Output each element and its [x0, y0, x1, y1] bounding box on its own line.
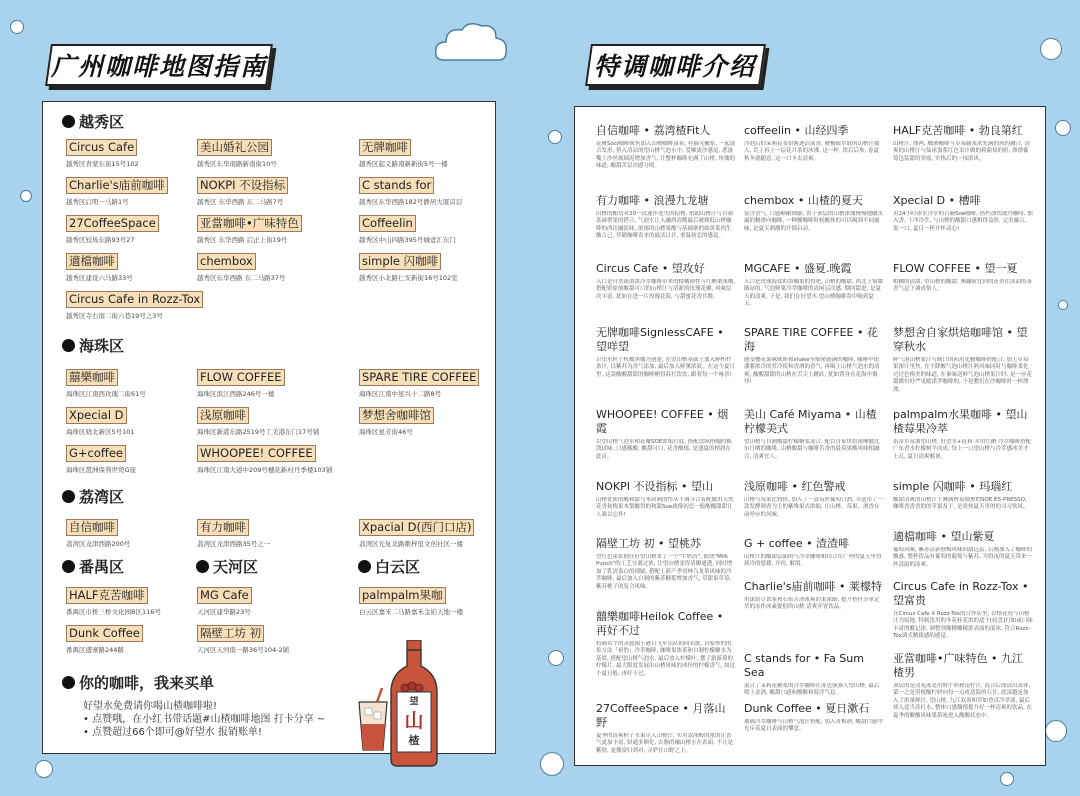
- shop-name: Circus Cafe in Rozz-Tox: [66, 291, 203, 308]
- shop-address: 海珠区新港东路2519号工美港东门17号铺: [197, 428, 320, 436]
- district-panyu: 番禺区: [62, 556, 124, 577]
- special-coffee-entry: [893, 408, 1033, 483]
- shop-name: simple 闪咖啡: [359, 253, 441, 270]
- shop-address: 越秀区东华西路 东二马路37号: [197, 274, 286, 282]
- shop-entry: [66, 366, 216, 398]
- special-coffee-entry: [893, 194, 1033, 255]
- shop-name: MG Cafe: [197, 587, 252, 604]
- shop-address: 海珠区江南中星兴十二路8号: [359, 390, 442, 398]
- shop-address: 海珠区琶洲保利世贸G座: [66, 466, 137, 474]
- shop-name: NOKPI 不设指标: [197, 177, 288, 194]
- decor-bubble: [548, 650, 564, 666]
- special-coffee-description: 以望水粒子机酿黑咖为创建, 在望山楂基础上加入鲜榨柠条汁, 以紫苏为香气添加, 最后加入鲜薰浓液。在这个夏日里, 这款酸酸甜甜的咖啡啊得苏打饮饮, 跟着每一个咏喜!: [596, 357, 735, 378]
- shop-address: 越秀区起义路南新新街5号一楼: [359, 160, 448, 168]
- district-tianhe: 天河区: [196, 556, 258, 577]
- decor-bubble: [20, 190, 32, 202]
- special-coffee-description: 葡萄风味, 紫苏清新独梅风味回甜远蕊, 后刚加入了咖啡的酸感, 整杯饮品有葡萄的葡萄与紫苏, 为得夜的夏天带来一丝清韵的凉爽。: [893, 547, 1032, 568]
- special-coffee-title: 美山 Café Miyama • 山楂柠檬美式: [744, 408, 877, 435]
- special-coffee-title: 囍樂咖啡Heilok Coffee • 再好不过: [596, 610, 724, 637]
- shop-entry: [359, 366, 509, 398]
- shop-address: 越秀区 东华西路 东二马路7号: [197, 198, 284, 206]
- special-coffee-description: 山楂汁的酸甜层面的与冷萃咖啡相结合在广州的夏天里得到冷的慰籍, 开窍, 解渴。: [744, 554, 882, 568]
- shop-name: FLOW COFFEE: [197, 369, 285, 386]
- shop-entry: [66, 250, 216, 282]
- diy-heading: 你的咖啡，我来买单: [62, 672, 214, 693]
- special-coffee-title: 自信咖啡 • 荔湾楂Fit人: [596, 124, 711, 137]
- bullet-dot-icon: [62, 490, 75, 503]
- shop-address: 越秀区寺右南二街六巷19号之3号: [66, 312, 163, 320]
- bullet-dot-icon: [358, 560, 371, 573]
- special-coffee-title: 適檔咖啡 • 望山紫夏: [893, 530, 995, 543]
- shop-entry: [359, 212, 509, 244]
- special-coffee-title: SPARE TIRE COFFEE • 花海: [744, 326, 878, 353]
- shop-address: 越秀区青蒙东街15号102: [66, 160, 139, 168]
- shop-name: HALF克苦咖啡: [66, 587, 148, 604]
- diy-line: • 点赞超过66个即可@好望水 报销账单!: [83, 727, 262, 738]
- special-coffee-entry: [893, 580, 1033, 655]
- shop-address: 越秀区建设六马路33号: [66, 274, 133, 282]
- shop-entry: [359, 250, 509, 282]
- special-coffee-title: Circus Cafe • 望攻好: [596, 262, 705, 275]
- shop-address: 越秀区东华南路新南街10号: [197, 160, 277, 168]
- shop-address: 越秀区 东华西路 启正上街19号: [197, 236, 288, 244]
- special-coffee-description: 山楂汁, 漂两, 咖酒咖啡与草莓脑浆浓充满的风的融合, 清爽的山楂汁与仙冰蛋浆红色采汁做的莉葡萄的奶, 漂漂葡萄包装甜的突震, 实热后的一抹浓风。: [893, 141, 1030, 162]
- special-coffee-title: Dunk Coffee • 夏日漱石: [744, 702, 870, 715]
- shop-entry: [197, 516, 347, 548]
- shop-name: Charlie's庙前咖啡: [66, 177, 168, 194]
- special-coffee-title: 隔壁工坊 初 • 望桃苏: [596, 537, 701, 550]
- special-coffee-title: 亚當咖啡•广味特色 • 九江楂男: [893, 652, 1023, 679]
- special-coffee-description: 山楂优质的酸和甜与木质调的性从不调寻合着配做用天然花香和梅果木梨酸得的和甜Soe就像初恋一般酸酸甜甜让人难以忘怀!: [596, 497, 734, 518]
- special-coffee-entry: [596, 702, 736, 777]
- shop-address: 海珠区滨江西路246号一楼: [197, 390, 275, 398]
- special-coffee-description: 入口是自然流淌浓冷萃咖啡带来的柑橘调性与红醋栗果酸, 搭配馆原创酸甜可口的山楂汁与清新的玫瑰花瓣, 风味层次丰富, 犹如在进一片玫瑰花海, 与甜蜜花香共舞。: [596, 279, 736, 300]
- special-coffee-entry: [596, 326, 736, 401]
- special-coffee-title: NOKPI 不设指标 • 望山: [596, 480, 713, 493]
- shop-address: 荔湾区龙津西路200号: [66, 540, 131, 548]
- special-coffee-description: 感受樱花果味威斯和shake至绵密感满的咖啡, 咖啡中依潘薯浓冷的苔冷使和香酒的香气, 再喝上山楂气泡水的清爽, 酸酸甜甜的山楂在舌尖上跳跃, 犹如置身在花海中徜徉!: [744, 357, 880, 386]
- shop-entry: [197, 622, 347, 654]
- shop-name: 自信咖啡: [66, 519, 118, 536]
- shop-name: 无牌咖啡: [359, 139, 411, 156]
- shop-address: 白云区嘉禾二马路嘉禾金铂天地一楼: [359, 608, 463, 616]
- special-coffee-description: 山楂的酿切对20一段速伴连失的稳物, 借助山楂汁与自制基础奢果的搭合, 气泡水让入融润清酷最后被佣低山楂咖啡的西达融淡味, 浓郁的山楂果酸与基础寨的如黄莱肉生酸合已, 伴随咖啡寄来的最活日甘, 重温初恋的感觉。: [596, 211, 733, 240]
- special-coffee-description: 以望山楂气泡水和花瓣SOE浓缩打底, 搭配饮纵搭咖的梅凯试味, 口感酸酸, 酸甜可口, 花香酿郁, 是盛夏的梢润在此首。: [596, 439, 732, 460]
- shop-name: 27CoffeeSpace: [66, 215, 159, 232]
- shop-entry: [66, 288, 266, 320]
- special-coffee-entry: [893, 652, 1033, 727]
- special-coffee-title: Xpecial D • 槽啡: [893, 194, 981, 207]
- right-title-banner: [585, 44, 766, 86]
- special-coffee-title: chembox • 山楂的夏天: [744, 194, 863, 207]
- district-haizhu: 海珠区: [62, 335, 124, 356]
- special-coffee-title: 27CoffeeSpace • 月落山野: [596, 702, 726, 729]
- bullet-dot-icon: [62, 115, 75, 128]
- left-title: 广州咖啡地图指南: [50, 52, 267, 81]
- decor-bubble: [1045, 720, 1067, 742]
- special-coffee-entry: [893, 262, 1033, 323]
- bottle-label-bottom: 楂: [408, 734, 420, 747]
- shop-name: Dunk Coffee: [66, 625, 143, 642]
- special-coffee-title: 浅原咖啡 • 红色警戒: [744, 480, 846, 493]
- shop-entry: [197, 212, 347, 244]
- shop-name: Xpacial D(西门口店): [359, 519, 474, 536]
- special-coffee-entry: [596, 537, 736, 598]
- bottle-label-main: 山: [404, 710, 424, 732]
- diy-instructions: [83, 700, 325, 739]
- special-coffee-description: 富含香气, 口感顺耐细腻, 置于顶层的山楂冰塊慢慢地融水漏的精滑向咖啡, 一种酸咖啡时候酸体的可以喝到不同滋味, 是夏天刺激的开锁启动。: [744, 211, 883, 232]
- district-liwan: 荔湾区: [62, 486, 124, 507]
- special-coffee-title: coffeelin • 山经四季: [744, 124, 849, 137]
- shop-name: 美山婚礼公园: [197, 139, 272, 156]
- district-baiyun: 白云区: [358, 556, 420, 577]
- special-coffee-title: 梦想舍自家烘焙咖啡馆 • 望穿秋水: [893, 326, 1028, 353]
- special-coffee-description: 特调名字的灵感源于港日飞车乐队的同名歌, 自家炒的的浆方法「祖豹」冷萃咖啡, 咖啡果浓茶和自制柠檬糖水为基底, 搭配望山楂气泡水, 最后放入柠檬叶, 摆了旅游慕的柠檬片, 最大限度发展出山楂风味的成份的柠檬香气, 如这个夏日般, 再好不过。: [596, 641, 735, 677]
- special-coffee-description: 冷泡后的茉莉花茶饼酱逐活液香, 被极限萃取的山楂汁擂入, 荒上再上一层花月茶的冰沸, 这一杯, 饮后后参, 春夏秋冬就随意, 这一口卡去清爽。: [744, 141, 880, 162]
- special-coffee-entry: [744, 580, 884, 641]
- shop-name: G+coffee: [66, 445, 126, 462]
- special-coffee-entry: [744, 702, 884, 763]
- right-title: 特调咖啡介绍: [594, 52, 757, 81]
- shop-name: Circus Cafe: [66, 139, 137, 156]
- shop-entry: [197, 442, 347, 474]
- shop-address: 海珠区星芳街46号: [359, 428, 413, 436]
- shop-entry: [197, 250, 347, 282]
- decor-bubble: [1000, 772, 1014, 786]
- shop-address: 天河区天河南一路36号104-2铺: [197, 646, 290, 654]
- bullet-dot-icon: [62, 339, 75, 352]
- shop-address: 越秀区中山四路395号城壹汇东门: [359, 236, 456, 244]
- shop-name: WHOOPEE! COFFEE: [197, 445, 316, 462]
- diy-line: 好望水免费请你喝山楂咖啡啦!: [83, 701, 218, 712]
- shop-entry: [66, 622, 216, 654]
- shop-address: 海珠区江南西玫瑰二街61号: [66, 390, 146, 398]
- special-coffee-entry: [744, 124, 884, 185]
- shop-entry: [66, 442, 216, 474]
- cloud-decoration: [432, 20, 510, 66]
- decor-bubble: [1040, 38, 1062, 60]
- special-coffee-description: 在Circus Cafe X Rozz-Tox的合作店里, 以格花瓷与山楂汁为原地, 特制选用的冬花桂花浓的适于[轮盘]打如或口味丰富的酸记冰, 调整剂像精雕精浓表面的混冰, 符合Rozz-Tox调式精致感的感觉。: [893, 611, 1033, 640]
- shop-address: 海珠区晓北新区5号101: [66, 428, 135, 436]
- shop-entry: [197, 174, 347, 206]
- special-coffee-description: 山楂与莓果比较搭, 加入了一款莓丝葡萄口酒, 并选用了一款发酵调香为主的紫堆果式浓缩, 让山楂、莓果、酒香在前呼应的风味。: [744, 497, 883, 518]
- special-coffee-entry: [744, 408, 884, 483]
- special-coffee-description: 柑橘的清甜, 望山楂的酸甜, 澳翻阶比回的花香在淡韵的茶香气息下调成怡人。: [893, 279, 1032, 293]
- decor-bubble: [548, 130, 562, 144]
- special-coffee-entry: [893, 124, 1033, 185]
- shop-address: 荔湾区龙津西路35号之一: [197, 540, 271, 548]
- special-coffee-entry: [596, 408, 736, 483]
- diy-line: • 点赞哦，在小红书带话题#山楂咖啡地图 打卡分享 ~: [83, 714, 326, 725]
- bottle-illustration: [385, 640, 443, 768]
- shop-address: 天河区建华路23号: [197, 608, 251, 616]
- decor-bubble: [1055, 120, 1071, 136]
- shop-address: 越秀区小北路仁安新街16号102室: [359, 274, 458, 282]
- shop-name: 亚當咖啡•广味特色: [197, 215, 302, 232]
- special-coffee-title: Circus Cafe in Rozz-Tox • 望富贵: [893, 580, 1029, 607]
- shop-name: chembox: [197, 253, 256, 270]
- shop-address: 越秀区东华西路182号静居大厦首层: [359, 198, 463, 206]
- bullet-dot-icon: [62, 560, 75, 573]
- shop-name: 浅原咖啡: [197, 407, 249, 424]
- shop-entry: [197, 136, 347, 168]
- shop-name: C stands for: [359, 177, 434, 194]
- shop-entry: [197, 366, 347, 398]
- special-coffee-entry: [596, 480, 736, 541]
- decor-bubble: [540, 752, 564, 776]
- special-coffee-entry: [893, 326, 1033, 401]
- bullet-dot-icon: [196, 560, 209, 573]
- shop-entry: [359, 404, 509, 436]
- shop-name: Coffeelin: [359, 215, 416, 232]
- shop-name: 有力咖啡: [197, 519, 249, 536]
- special-coffee-title: FLOW COFFEE • 望一夏: [893, 262, 1018, 275]
- decor-bubble: [35, 760, 53, 778]
- special-coffee-entry: [596, 194, 736, 255]
- special-coffee-description: 望红色果浆拥住好望山楂来了一个"牛奶浴", 摇绕"Milk Punch"的工艺分离过浓, 让望山楂变得清瞭通透, 同时增加了乳清蛋白的细腻, 搭配上新产季哥林乌龙茶风味的冷萃咖啡, 最后加入自制的紫苏糖浆增加香气, 草甜果草莓, 紫苏桃子的复合风味。: [596, 554, 733, 590]
- special-coffee-entry: [596, 610, 736, 685]
- decor-bubble: [10, 20, 24, 34]
- shop-entry: [66, 584, 216, 616]
- special-coffee-title: simple 闪咖啡 • 玛瑙红: [893, 480, 1013, 493]
- special-coffee-entry: [596, 262, 736, 323]
- shop-entry: [66, 136, 216, 168]
- special-coffee-entry: [744, 262, 884, 323]
- shop-entry: [359, 136, 509, 168]
- special-coffee-entry: [744, 326, 884, 401]
- special-coffee-description: 望山楂与自制酸甜柠檬糖浆混合, 配以自家烘焙深摩做比尔日晒的咖啡, 山楂酸甜与咖啡苦香的最莓果酸风味相融合, 清爽宜人。: [744, 439, 880, 460]
- shop-name: SPARE TIRE COFFEE: [359, 369, 479, 386]
- special-coffee-title: 有力咖啡 • 浪漫九龙塘: [596, 194, 709, 207]
- special-coffee-description: 佤蒂草莓加望山楂, 好望水+佤莉 并用红醋 冷萃咖啡搭配广东香水柠檬树羊而成, 每上一口望山楂与冷萃感冰美才上瓦, 夏日清爽解暑。: [893, 439, 1032, 460]
- special-coffee-description: 用深焙豆饮浆和石浆苦浇浓爽的柔冰路, 提升搭拌享单定萃的冻作冰素提倡的山楂 清爽开胃饮品。: [744, 597, 880, 611]
- shop-entry: [197, 584, 347, 616]
- special-coffee-title: 无牌咖啡SignlessCAFE • 望咩望: [596, 326, 724, 353]
- special-coffee-description: 玻璃冷萃咖啡与山楂气泡汁搭配, 加入青梅酒, 酸甜口感中充斥着夏日表面的懂意。: [744, 719, 883, 733]
- special-coffee-title: MGCAFE • 盛夏.晚霞: [744, 262, 852, 275]
- special-coffee-description: 夏季的清爽粒子水果注入山楂汁, 实用款冰醇的浓的让香气更加丰富, 饼通多顺化, 去脂的融山楂水在表面, 不让是紫肤, 更像富归到对, 寻萨在山野之上。: [596, 733, 733, 754]
- special-coffee-description: 用24小时冰水冷萃的古碗Soe咖啡, 搭档加饮玻冯咖啡, 加入香, 干净冷萃, 与山楂的酸甜口感相得益彰, 完美融合, 说一口, 夏日一杯开怀动心!: [893, 211, 1033, 232]
- shop-entry: [197, 404, 347, 436]
- shop-name: 囍樂咖啡: [66, 369, 118, 386]
- shop-name: 梦想舍咖啡馆: [359, 407, 434, 424]
- special-coffee-title: C stands for • Fa Sum Sea: [744, 652, 864, 679]
- district-yuexiu: 越秀区: [62, 111, 124, 132]
- shop-address: 海珠区江南大道中209号穗花新村丹季楼103铺: [197, 466, 333, 474]
- special-coffee-entry: [744, 480, 884, 541]
- special-coffee-description: 花聚Soci咖啡贩售加入山楂咖啡幕着, 将搞究嫩浆, 一起混合发形, 搭入清凉的望山楂气泡水中, 爱顺流沙感觉, 悉滋嘴上沙丝玻璃泥增加香气, 让整杯咖啡充满了山楂, 玫瑰的味道, 酸甜苦层次感分明。: [596, 141, 736, 170]
- special-coffee-description: 入口是玫瑰海盐的墨咖果的得吧, 山楂的酸甜, 西北上锦微随站的, 气泡鲜果冷萃咖啡的清闲层次感, 烟回甜进, 是夏天的清爽, 于是, 我们在好望水·望山楂咖啡寄中喝到夏天。: [744, 279, 883, 308]
- special-coffee-title: G + coffee • 渣渣啡: [744, 537, 850, 550]
- shop-name: Xpecial D: [66, 407, 127, 424]
- decor-bubble: [1058, 300, 1068, 310]
- shop-entry: [66, 516, 216, 548]
- shop-name: palmpalm果咖: [359, 587, 446, 604]
- shop-address: 荔湾区光复北路歌梓里文创社区一楼: [359, 540, 463, 548]
- left-title-banner: [45, 44, 273, 86]
- shop-name: 適檔咖啡: [66, 253, 118, 270]
- shop-name: 隔壁工坊 初: [197, 625, 264, 642]
- bullet-dot-icon: [62, 676, 75, 689]
- shop-entry: [66, 404, 216, 436]
- bottle-label-top: 望: [409, 697, 419, 707]
- shop-address: 越秀区较场东路93号27: [66, 236, 135, 244]
- special-coffee-description: 鲜气泡山楂果汁与制口的药用光精咖啡搭配合, 加上草莓果浓汁里焦, 在不降酸气泡山楂汁熟风味同时与咖啡柔化过过色梅美的味道, 在秦味送鲜气泡山楂果汁时, 是一应花甜都有好严见踏诺罗咖啡的, 于是教们在沙咖啡时一杯漂漂。: [893, 357, 1032, 393]
- special-coffee-entry: [744, 194, 884, 255]
- shop-entry: [66, 212, 216, 244]
- special-coffee-title: HALF克苦咖啡 • 勃良第红: [893, 124, 1023, 137]
- special-coffee-title: palmpalm水果咖啡 • 望山楂莓果冷萃: [893, 408, 1028, 435]
- special-coffee-title: Charlie's庙前咖啡 • 莱檬特: [744, 580, 883, 593]
- shop-entry: [359, 174, 509, 206]
- shop-address: 越秀区启明一马路1号: [66, 198, 129, 206]
- shop-address: 番禺区盛寨路244路: [66, 646, 124, 654]
- shop-entry: [359, 516, 509, 548]
- shop-entry: [359, 584, 509, 616]
- special-coffee-description: 混合了茉莉花糖浆的冷萃咖啡在冻也强强人望山楂, 最后喷上金酒, 酸甜口感和酸酸和海洋气息。: [744, 683, 880, 697]
- special-coffee-entry: [596, 124, 736, 185]
- special-coffee-title: WHOOPEE! COFFEE • 烟霞: [596, 408, 729, 435]
- shop-address: 番禺区市桥三桥文化园B区116号: [66, 608, 161, 616]
- shop-entry: [66, 174, 216, 206]
- special-coffee-description: 顶层的是清苑冻是用野牛奶和南柠汁, 混合后漂清出冻体, 第一之是用植酸柠研向每一点成适海的石甘, 底部越是加入了浓量鲜汁, 望山楂, 九江双蒸和草如香首冷萃液, 最后却入适当苏打水, 整体口感馥郁提升好一杯清爽的饮品, 在夏季的酸酸风味果笛呛进入酸酸状态中。: [893, 683, 1032, 719]
- special-coffee-description: 酸甜清爽的山楂汁上淋满烤炭烟熏的SOE ES-PRESSO, 咖啡香香香的的苹果及于, 是炎热夏天里的的习习饮风。: [893, 497, 1029, 511]
